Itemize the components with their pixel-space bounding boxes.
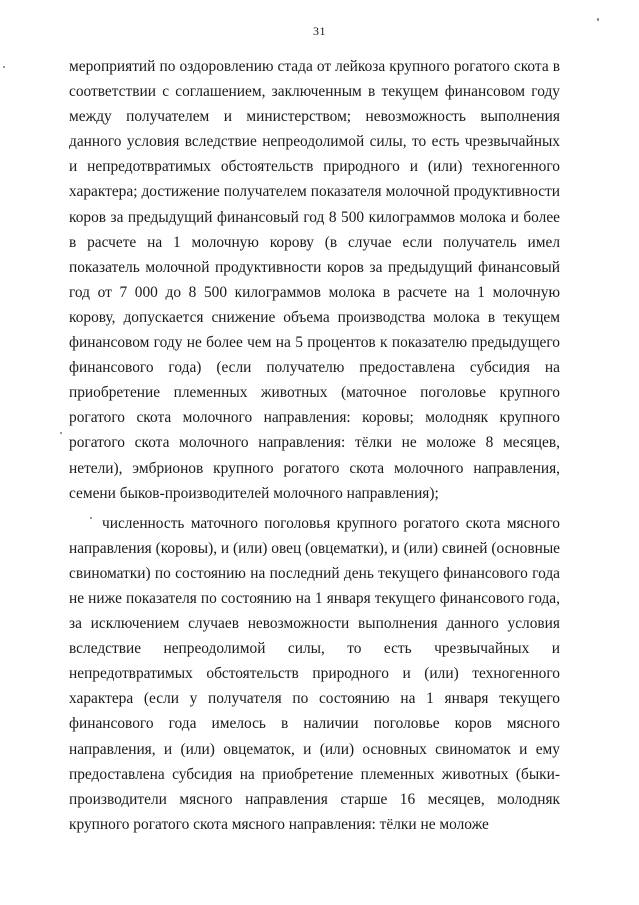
paragraph-livestock-count: численность маточного поголовья крупного рогатого скота мясного направления (коровы), и (или) овец (овцематки), и (или) свиней (основные свиноматки) по состоянию на последний день текущего финансового года не ниже показателя по состоянию на 1 января текущего финансового года, за исключением случаев невозможности выполнения данного условия вследствие непреодолимой силы, то есть чрезвычайных и непредотвратимых обстоятельств природного и (или) техногенного характера (если у получателя по состоянию на 1 января текущего финансового года имелось в наличии поголовье коров мясного направления, и (или) овцематок, и (или) основных свиноматок и ему предоставлена субсидия на приобретение племенных животных (быки-производители мясного направления старше 16 месяцев, молодняк крупного рогатого скота мясного направления: тёлки не моложе bbox=[69, 514, 561, 833]
scan-speck bbox=[90, 517, 92, 519]
page-number: 31 bbox=[313, 24, 326, 38]
paragraph-continuation: мероприятий по оздоровлению стада от лейкоза крупного рогатого скота в соответствии с соглашением, заключенным в текущем финансовом году между получателем и министерством; невозможность выполнения данного условия вследствие непреодолимой силы, то есть чрезвычайных и непредотвратимых обстоятельств природного и (или) техногенного характера; достижение получателем показателя молочной продуктивности коров за предыдущий финансовый год 8 500 килограммов молока и более в расчете на 1 молочную корову (в случае если получатель имел показатель молочной продуктивности коров за предыдущий финансовый год от 7 000 до 8 500 килограммов молока в расчете на 1 молочную корову, допускается снижение объема производства молока в текущем финансовом году не более чем на 5 процентов к показателю предыдущего финансового года) (если получателю предоставлена субсидия на приобретение племенных животных (маточное поголовье крупного рогатого скота молочного направления: коровы; молодняк крупного рогатого скота молочного направления: тёлки не моложе 8 месяцев, нетели), эмбрионов крупного рогатого скота молочного направления, семени быков-производителей молочного направления); bbox=[69, 58, 560, 502]
scan-speck bbox=[60, 432, 62, 434]
document-body bbox=[69, 54, 560, 837]
scan-speck bbox=[597, 18, 599, 21]
scan-speck bbox=[3, 66, 5, 68]
